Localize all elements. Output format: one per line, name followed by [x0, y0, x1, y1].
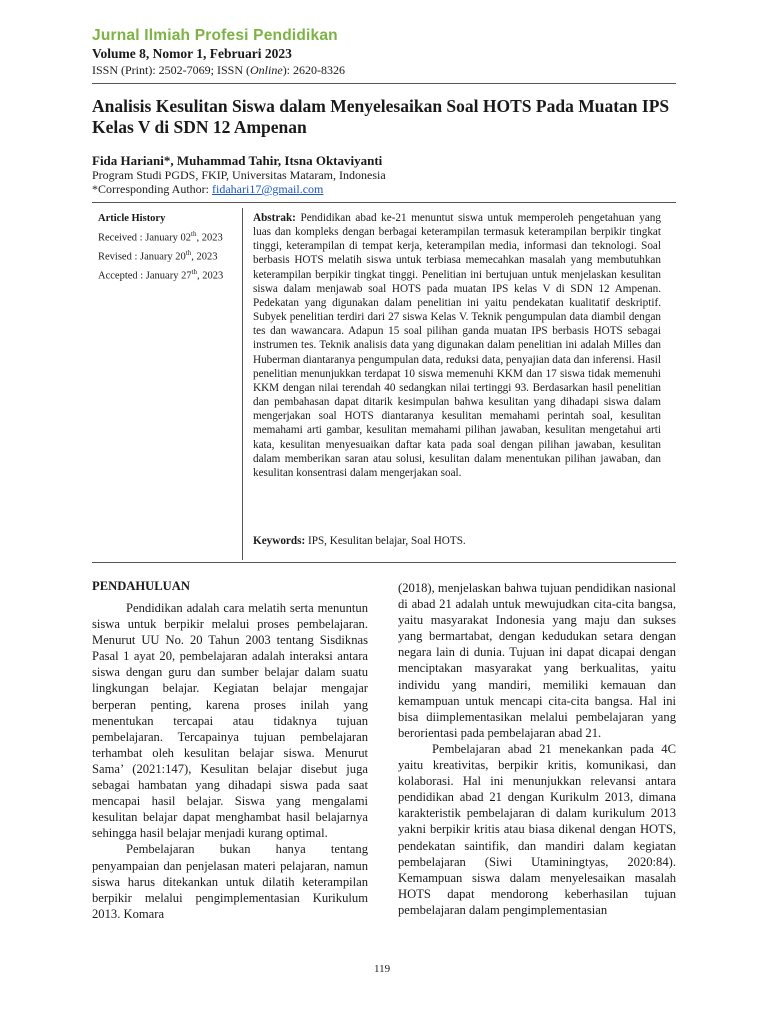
history-revised — [98, 246, 238, 265]
abstract-top-divider — [92, 202, 676, 203]
author-list — [92, 153, 382, 169]
accepted-year: , 2023 — [197, 270, 224, 281]
paragraph: (2018), menjelaskan bahwa tujuan pendidikan nasional di abad 21 adalah untuk mewujudkan cita-cita bangsa, yaitu masyarakat Indonesia yang maju dan sukses yang bermartabat, dengan kedudukan setara dengan negara lain di dunia. Tujuan ini dapat dicapai dengan menciptakan masyarakat yang berkualitas, yaitu individu yang mandiri, memiliki kemauan dan kemampuan untuk mencapi cita-cita bangsa. Hal ini bisa diimplementasikan melalui pembelajaran yang berorientasi pada pembelajaran abad 21. — [398, 581, 676, 740]
history-received — [98, 227, 238, 246]
page-number: 119 — [374, 963, 391, 975]
issn-online: Online — [250, 63, 283, 77]
received-date: Received : January 02 — [98, 232, 192, 243]
issn-prefix: ISSN (Print): 2502-7069; ISSN ( — [92, 63, 251, 77]
received-year: , 2023 — [196, 232, 223, 243]
paragraph: Pembelajaran abad 21 menekankan pada 4C yaitu kreativitas, berpikir kritis, komunikasi, dan kolaborasi. Hal ini menunjukkan relevansi antara pendidikan abad 21 dengan Kurikulm 2013, dimana karakteristik pembelajaran di dalam kurikulum 2013 yakni berpikir kritis atau biasa dikenal dengan HOTS, pendekatan saintifik, dan mandiri dalam kegiatan pembelajaran (Siwi Utaminingtyas, 2020:84). Kemampuan siswa dalam menyelesaikan masalah HOTS dapat mendorong keberhasilan tujuan pembelajaran dalam pengimplementasian — [398, 741, 676, 917]
abstract-body: Pendidikan abad ke-21 menuntut siswa untuk memperoleh pengetahuan yang luas dan kompleks dengan berbagai keterampilan termasuk keterampilan berpikir tingkat tinggi, keterampilan di tempat kerja, keterampilan media, informasi dan teknologi. Soal berbasis HOTS melatih siswa untuk terbiasa memecahkan masalah yang membutuhkan keterampilan berpikir tingkat tinggi. Penelitian ini bertujuan untuk menjelaskan kesulitan siswa dalam menjawab soal HOTS pada muatan IPS kelas V di SDN 12 Ampenan. Pedekatan yang digunakan dalam penelitian ini yaitu pendekatan kualitatif deskriptif. Subyek penelitian terdiri dari 27 siswa Kelas V. Teknik pengumpulan data diambil dengan tes dan wawancara. Adapun 15 soal pilihan ganda muatan IPS berbasis HOTS sebagai instrumen tes. Teknik analisis data yang digunakan dalam penelitian ini adalah Milles dan Huberman diantaranya pengumpulan data, reduksi data, penyajian data dan inferensi. Hasil penelitian menunjukkan terdapat 10 siswa memenuhi KKM dan 17 siswa tidak memenuhi KKM dengan nilai terendah 40 sedangkan nilai tertinggi 93. Berdasarkan hasil penelitian dan pembahasan dapat ditarik kesimpulan bahwa kesulitan yang dihadapi siswa dalam mengerjakan soal HOTS diantaranya kesulitan memahami perintah soal, kesulitan memahami arti gambar, kesulitan memahami pilihan jawaban, kesulitan mengetahui arti kata, kesulitan menyesuaikan daftar kata pada soal dengan pilihan jawaban, kesulitan dalam memberikan saran atau solusi, kesulitan dalam menentukan pilihan jawaban, dan kesulitan konsentrasi dalam mengerjakan soal. — [253, 212, 661, 479]
received-sup: th — [191, 229, 197, 238]
keywords-label: Keywords: — [253, 535, 306, 547]
revised-sup: th — [185, 248, 192, 257]
section-heading: PENDAHULUAN — [92, 579, 190, 593]
abstract-bottom-divider — [92, 562, 676, 563]
affiliation: Program Studi PGDS, FKIP, Universitas Mataram, Indonesia — [92, 168, 386, 182]
corresponding-author — [92, 182, 323, 197]
author-email-link[interactable]: fidahari17@gmail.com — [212, 182, 324, 196]
revised-date: Revised : January 20 — [98, 251, 186, 262]
history-accepted — [98, 265, 238, 284]
accepted-sup: th — [191, 267, 198, 276]
body-column-right — [398, 580, 676, 918]
paragraph: Pembelajaran bukan hanya tentang penyampaian dan penjelasan materi pelajaran, namun siswa harus ditekankan untuk dilatih keterampilan berpikir melalui pengimplementasian Kurikulum 2013. Komara — [92, 842, 368, 921]
corresponding-label: *Corresponding Author: — [92, 182, 212, 196]
revised-year: , 2023 — [191, 251, 218, 262]
issn-info — [92, 63, 345, 78]
keywords — [253, 535, 466, 547]
journal-name: Jurnal Ilmiah Profesi Pendidikan — [92, 27, 338, 44]
history-heading: Article History — [98, 213, 166, 224]
issn-suffix: ): 2620-8326 — [282, 63, 346, 77]
header-divider — [92, 83, 676, 84]
author-names-rest: , Itsna Oktaviyanti — [277, 153, 383, 168]
accepted-date: Accepted : January 27 — [98, 270, 192, 281]
keywords-list: IPS, Kesulitan belajar, Soal HOTS. — [305, 535, 466, 547]
article-history — [98, 212, 238, 284]
article-title: Analisis Kesulitan Siswa dalam Menyelesaikan Soal HOTS Pada Muatan IPS Kelas V di SDN 12 Ampenan — [92, 96, 670, 137]
abstract-text — [253, 211, 661, 480]
abstract-vertical-divider — [242, 208, 243, 560]
paragraph: Pendidikan adalah cara melatih serta menuntun siswa untuk berpikir melalui proses pembelajaran. Menurut UU No. 20 Tahun 2003 tentang Sisdiknas Pasal 1 ayat 20, pembelajaran adalah interaksi antara siswa dengan guru dan sumber belajar dalam suatu lingkungan belajar. Kegiatan belajar mengajar berperan penting, karena proses inilah yang menentukan tercapai atau tidaknya tujuan pembelajaran. Tercapainya tujuan pembelajaran terhambat oleh kesulitan belajar siswa. Menurut Sama’ (2021:147), Kesulitan belajar disebut juga sebagai hambatan yang dihadapi siswa pada saat mencapai hasil belajar. Siswa yang mengalami kesulitan belajar dapat menghambat hasil belajarnya sehingga hasil belajar menjadi kurang optimal. — [92, 601, 368, 841]
body-column-left — [92, 600, 368, 922]
author-names-main: Fida Hariani*, Muhammad Tahir — [92, 153, 278, 168]
abstract-label: Abstrak: — [253, 212, 296, 224]
volume-info: Volume 8, Nomor 1, Februari 2023 — [92, 46, 292, 61]
